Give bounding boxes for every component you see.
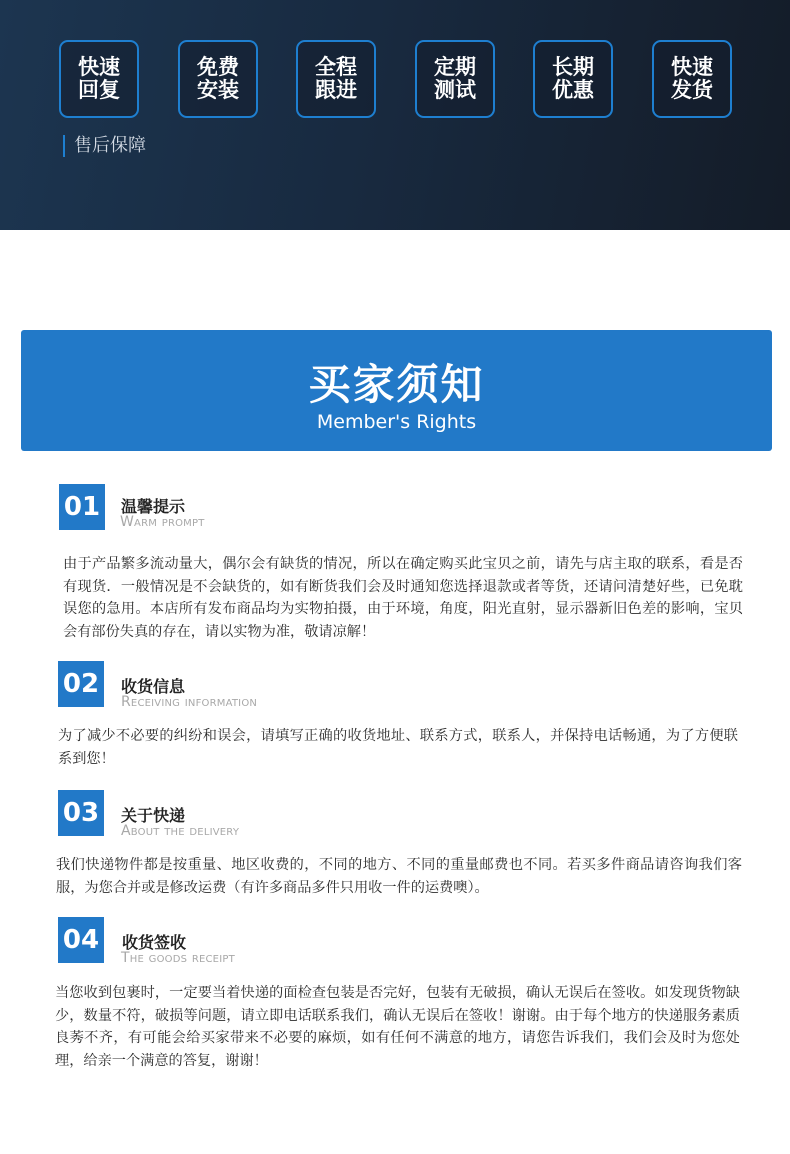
page-title: 买家须知 [308,360,485,409]
section-body: 我们快递物件都是按重量、地区收费的，不同的地方、不同的重量邮费也不同。若买多件商品请咨询我们客服，为您合并或是修改运费（有许多商品多件只用收一件的运费噢）。 [56,857,742,896]
section-body: 为了减少不必要的纠纷和误会，请填写正确的收货地址、联系方式，联系人，并保持电话畅通，为了方便联系到您！ [58,728,738,767]
section-subtitle: Receiving information [121,694,258,710]
section-goods-receipt [0,917,790,1077]
badge-long-term-discount: 长期 优惠 [533,40,613,118]
section-title: 收货签收 [122,933,187,952]
section-title: 关于快递 [121,806,186,825]
page-subtitle: Member's Rights [316,411,477,433]
section-subtitle: Warm prompt [120,514,205,530]
badge-free-install: 免费 安装 [178,40,258,118]
section-number: 01 [59,484,105,530]
section-delivery [0,790,790,900]
section-title: 收货信息 [121,677,186,696]
section-title: 温馨提示 [121,497,186,516]
service-banner [0,0,790,230]
badge-fast-reply: 快速 回复 [59,40,139,118]
badge-regular-test: 定期 测试 [415,40,495,118]
badge-full-followup: 全程 跟进 [296,40,376,118]
section-receiving-info [0,661,790,771]
service-badges [59,40,739,120]
section-body: 当您收到包裹时，一定要当着快递的面检查包装是否完好，包装有无破损，确认无误后在签收。如发现货物缺少，数量不符，破损等问题，请立即电话联系我们，确认无误后在签收！谢谢。由于每个地方的快递服务素质良莠不齐，有可能会给买家带来不必要的麻烦，如有任何不满意的地方，请您告诉我们，我们会及时为您处理，给亲一个满意的答复，谢谢！ [55,985,740,1070]
section-subtitle: About the delivery [121,823,240,839]
section-warm-prompt [0,484,790,644]
section-subtitle: The goods receipt [121,950,235,966]
section-body: 由于产品繁多流动量大，偶尔会有缺货的情况，所以在确定购买此宝贝之前，请先与店主取的联系，看是否有现货．一般情况是不会缺货的，如有断货我们会及时通知您选择退款或者等货，还请问清楚好些，已免耽误您的急用。本店所有发布商品均为实物拍摄，由于环境，角度，阳光直射，显示器新旧色差的影响，宝贝会有部份失真的存在，请以实物为准，敬请凉解！ [63,556,743,641]
section-number: 04 [58,917,104,963]
badge-fast-shipping: 快速 发货 [652,40,732,118]
section-number: 03 [58,790,104,836]
buyer-notice-header [21,330,772,451]
section-number: 02 [58,661,104,707]
after-sales-label: 售后保障 [63,135,146,157]
